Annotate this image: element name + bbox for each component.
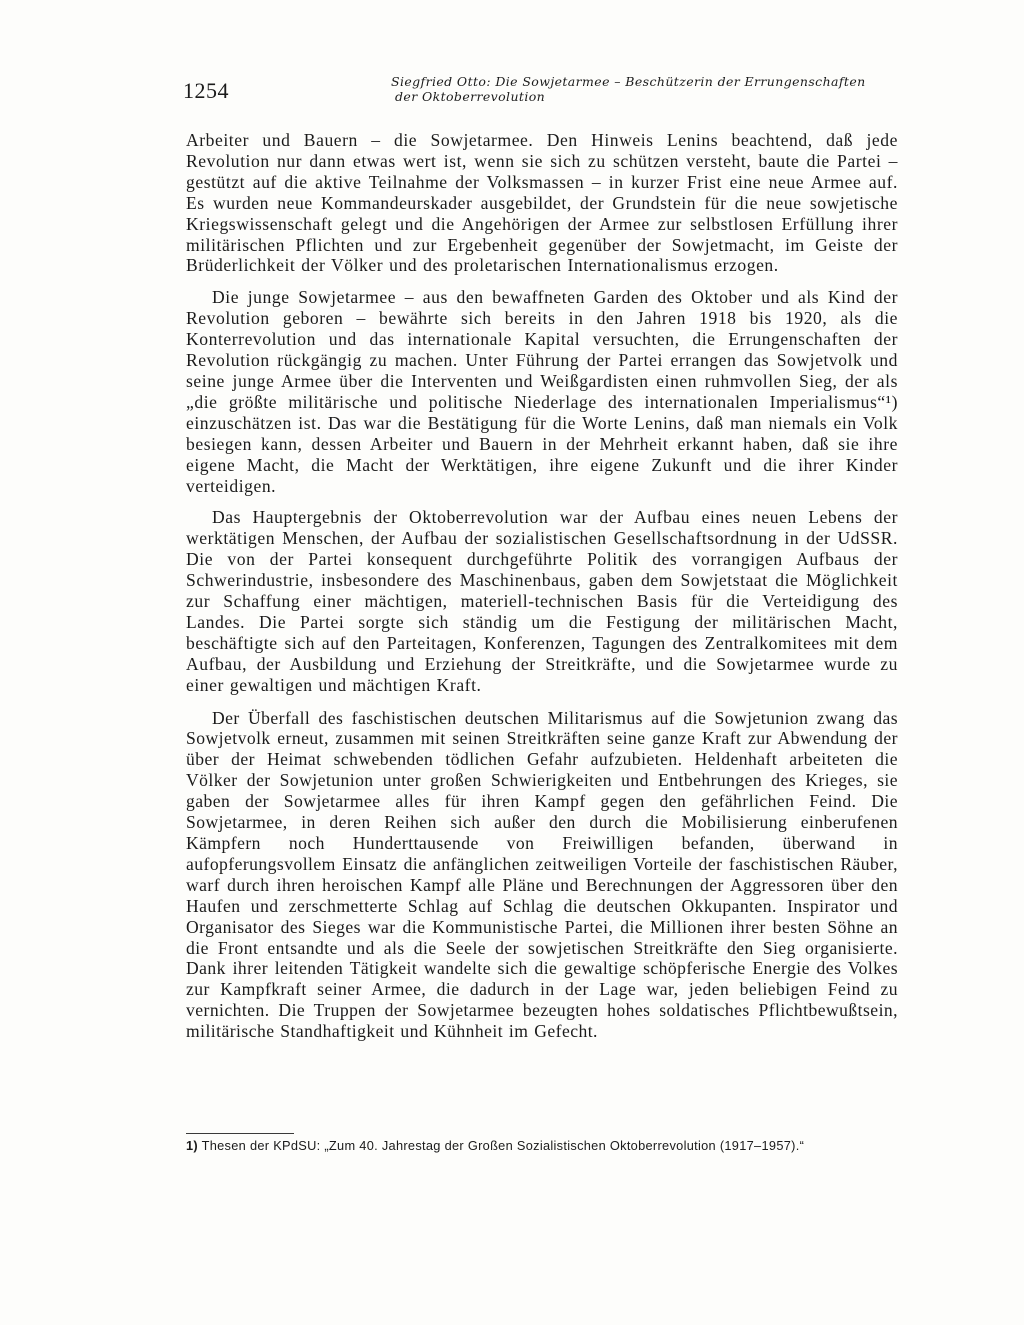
paragraph-1: Arbeiter und Bauern – die Sowjetarmee. Den Hinweis Lenins beachtend, daß jede Revolution nur dann etwas wert ist, wenn sie sich zu schützen versteht, baute die Partei – gestützt auf die aktive Teilnahme der Volksmassen – in kurzer Frist eine neue Armee auf. Es wurden neue Kommandeurskader ausgebildet, der Grundstein für die neue sowjetische Kriegswissenschaft gelegt und die Angehörigen der Armee zur selbstlosen Erfüllung ihrer militärischen Pflichten und zur Ergebenheit gegenüber der Sowjetmacht, im Geiste der Brüderlichkeit der Völker und des proletarischen Internationalismus erzogen. — [186, 130, 898, 276]
paragraph-3: Das Hauptergebnis der Oktoberrevolution war der Aufbau eines neuen Lebens der werktätigen Menschen, der Aufbau der sozialistischen Gesellschaftsordnung in der UdSSR. Die von der Partei konsequent durchgeführte Politik des vorrangigen Aufbaus der Schwerindustrie, insbesondere des Maschinenbaus, gaben dem Sowjetstaat die Möglichkeit zur Schaffung einer mächtigen, materiell-technischen Basis für die Verteidigung des Landes. Die Partei sorgte sich ständig um die Festigung der militärischen Macht, beschäftigte sich auf den Parteitagen, Konferenzen, Tagungen des Zentralkomitees mit dem Aufbau, der Ausbildung und Erziehung der Streitkräfte, und die Sowjetarmee wurde zu einer gewaltigen und mächtigen Kraft. — [186, 507, 898, 695]
running-head-line-1: Siegfried Otto: Die Sowjetarmee – Beschützerin der Errungenschaften — [391, 74, 866, 89]
running-head-line-2: der Oktoberrevolution — [395, 89, 546, 104]
paragraph-4: Der Überfall des faschistischen deutschen Militarismus auf die Sowjetunion zwang das Sowjetvolk erneut, zusammen mit seinen Streitkräften seine ganze Kraft zur Abwendung der über der Heimat schwebenden tödlichen Gefahr aufzubieten. Heldenhaft arbeiteten die Völker der Sowjetunion unter großen Schwierigkeiten und Entbehrungen des Krieges, sie gaben der Sowjetarmee alles für ihren Kampf gegen den gefährlichen Feind. Die Sowjetarmee, in deren Reihen sich außer den durch die Mobilisierung einberufenen Kämpfern noch Hunderttausende von Freiwilligen befanden, überwand in aufopferungsvollem Einsatz die anfänglichen zeitweiligen Vorteile der faschistischen Räuber, warf durch ihren heroischen Kampf alle Pläne und Berechnungen der Aggressoren über den Haufen und zerschmetterte Schlag auf Schlag die deutschen Okkupanten. Inspirator und Organisator des Sieges war die Kommunistische Partei, die Millionen ihrer besten Söhne an die Front entsandte und als die Seele der sowjetischen Streitkräfte den Sieg organisierte. Dank ihrer leitenden Tätigkeit wandelte sich die gewaltige schöpferische Energie des Volkes zur Kampfkraft seiner Armee, die dadurch in der Lage war, jeden beliebigen Feind zu vernichten. Die Truppen der Sowjetarmee bezeugten hohes soldatisches Pflichtbewußtsein, militärische Standhaftigkeit und Kühnheit im Gefecht. — [186, 707, 898, 1042]
footnote — [186, 1138, 898, 1154]
paragraph-2: Die junge Sowjetarmee – aus den bewaffneten Garden des Oktober und als Kind der Revolution geboren – bewährte sich bereits in den Jahren 1918 bis 1920, als die Konterrevolution und das internationale Kapital versuchten, die Errungenschaften der Revolution rückgängig zu machen. Unter Führung der Partei errangen das Sowjetvolk und seine junge Armee über die Interventen und Weißgardisten einen ruhmvollen Sieg, der als „die größte militärische und politische Niederlage des internationalen Imperialismus“¹) einzuschätzen ist. Das war die Bestätigung für die Worte Lenins, daß man niemals ein Volk besiegen kann, dessen Arbeiter und Bauern in der Mehrheit erkannt haben, daß sie ihre eigene Macht, die Macht der Werktätigen, ihre eigene Zukunft und die ihrer Kinder verteidigen. — [186, 287, 898, 496]
page-header — [183, 74, 901, 108]
footnote-marker: 1) — [186, 1138, 198, 1153]
page-number: 1254 — [183, 78, 229, 103]
footnote-rule — [186, 1133, 294, 1134]
footnote-text: Thesen der KPdSU: „Zum 40. Jahrestag der Großen Sozialistischen Oktoberrevolution (1917–1957).“ — [201, 1138, 805, 1153]
running-head — [391, 74, 901, 104]
body-text — [186, 130, 898, 1053]
